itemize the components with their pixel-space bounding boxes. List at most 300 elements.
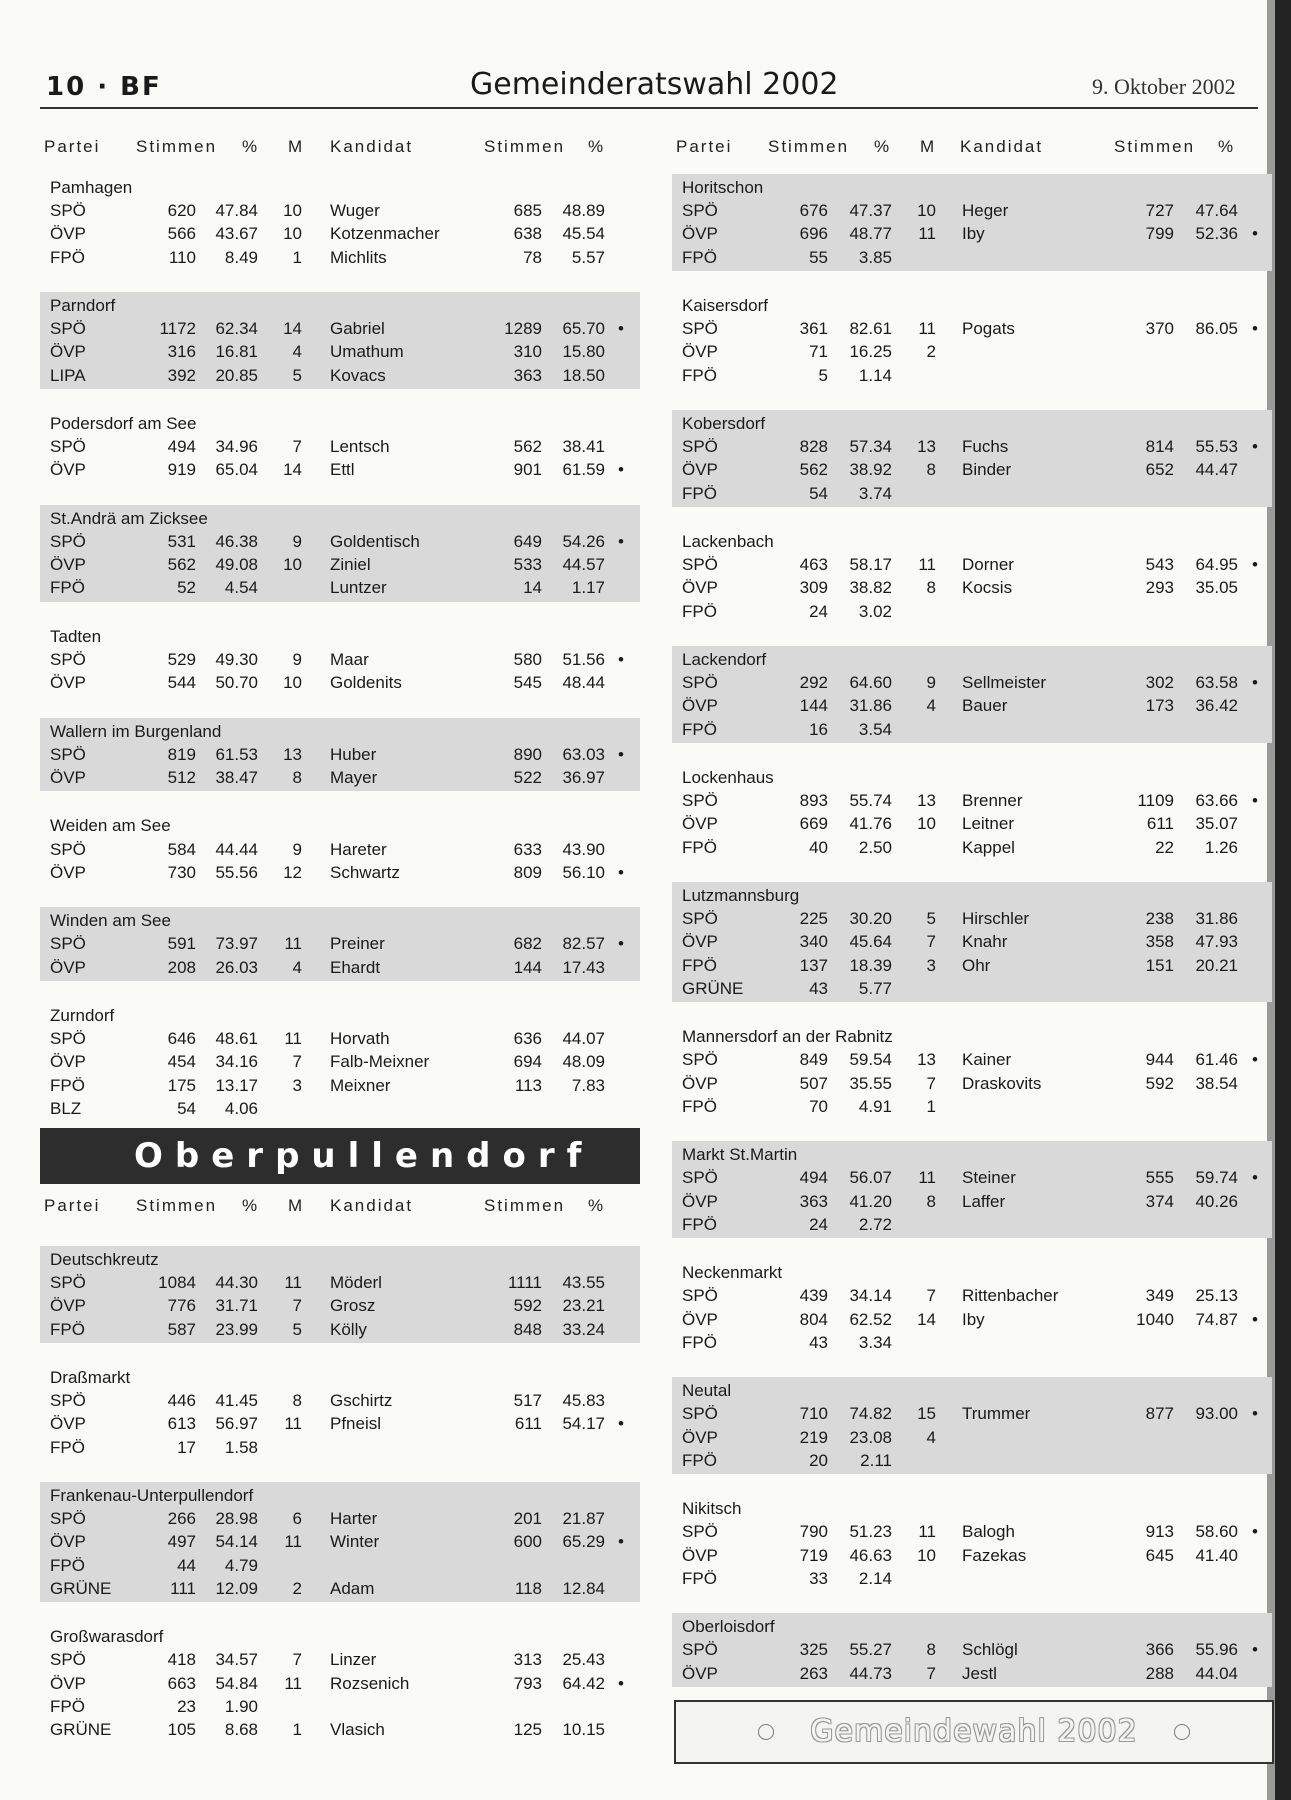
party-votes: 566 (167, 224, 196, 244)
party-name: FPÖ (50, 1555, 85, 1575)
party-percent: 34.57 (215, 1650, 258, 1670)
result-row (40, 671, 640, 694)
candidate-percent: 45.83 (562, 1391, 605, 1411)
party-percent: 61.53 (215, 744, 258, 764)
party-percent: 13.17 (215, 1075, 258, 1095)
candidate-percent: 15.80 (562, 342, 605, 362)
party-votes: 340 (799, 932, 828, 952)
municipality-name: Oberloisdorf (682, 1617, 775, 1637)
party-votes: 893 (799, 791, 828, 811)
mandates: 3 (926, 955, 936, 975)
candidate-votes: 238 (1145, 909, 1174, 929)
mandates: 5 (926, 909, 936, 929)
result-row (672, 1166, 1272, 1189)
candidate-name: Gschirtz (330, 1391, 393, 1411)
candidate-percent: 52.36 (1195, 224, 1238, 244)
party-percent: 4.06 (224, 1098, 258, 1118)
result-row (40, 1027, 640, 1050)
party-percent: 57.34 (849, 437, 892, 457)
party-percent: 49.08 (215, 555, 258, 575)
candidate-name: Goldentisch (330, 532, 420, 551)
party-votes: 776 (167, 1296, 196, 1316)
result-row (40, 553, 640, 576)
mandates: 1 (292, 247, 302, 267)
result-row (40, 1507, 640, 1530)
candidate-name: Ohr (962, 955, 991, 975)
candidate-votes: 682 (513, 934, 542, 954)
col-k-pct: % (588, 137, 606, 156)
party-votes: 584 (167, 839, 196, 859)
party-name: FPÖ (682, 1214, 717, 1234)
candidate-percent: 74.87 (1195, 1309, 1238, 1329)
party-name: SPÖ (682, 1522, 718, 1542)
party-votes: 494 (799, 1168, 828, 1188)
candidate-votes: 293 (1145, 578, 1174, 598)
party-votes: 454 (167, 1052, 196, 1072)
party-votes: 70 (809, 1096, 828, 1116)
result-row (672, 246, 1272, 269)
party-votes: 418 (167, 1650, 196, 1670)
party-name: SPÖ (50, 201, 86, 221)
party-name: FPÖ (682, 1096, 717, 1116)
party-votes: 225 (799, 909, 828, 929)
candidate-name: Hareter (330, 839, 387, 859)
candidate-votes: 144 (513, 957, 542, 977)
party-name: SPÖ (50, 1509, 86, 1529)
party-percent: 45.64 (849, 932, 892, 952)
mandates: 13 (917, 1050, 936, 1070)
result-row (40, 1648, 640, 1671)
party-name: FPÖ (50, 1075, 85, 1095)
mandates: 2 (292, 1578, 302, 1598)
mandates: 9 (292, 532, 302, 551)
candidate-percent: 44.04 (1195, 1663, 1238, 1683)
party-name: FPÖ (682, 1450, 717, 1470)
col-stimmen: Stimmen (136, 1196, 218, 1215)
municipality-name: Winden am See (50, 911, 171, 931)
party-percent: 41.20 (849, 1191, 892, 1211)
party-percent: 54.84 (215, 1673, 258, 1693)
mandates: 13 (917, 791, 936, 811)
party-name: SPÖ (50, 319, 86, 339)
mandates: 4 (292, 342, 302, 362)
party-name: ÖVP (682, 1073, 718, 1093)
candidate-votes: 848 (513, 1319, 542, 1339)
party-votes: 719 (799, 1545, 828, 1565)
party-percent: 43.67 (215, 224, 258, 244)
party-percent: 38.47 (215, 768, 258, 787)
municipality-name: Lutzmannsburg (682, 886, 800, 905)
result-row (672, 1449, 1272, 1472)
party-percent: 20.85 (215, 365, 258, 385)
candidate-votes: 944 (1145, 1050, 1174, 1070)
party-percent: 3.54 (858, 719, 892, 739)
mandates: 11 (918, 1168, 936, 1188)
mandates: 4 (926, 696, 936, 716)
party-name: ÖVP (682, 460, 718, 480)
party-votes: 208 (167, 957, 196, 977)
candidate-name: Falb-Meixner (330, 1052, 430, 1072)
party-votes: 494 (167, 437, 196, 457)
party-votes: 43 (809, 978, 828, 998)
winner-marker: • (618, 1532, 624, 1552)
candidate-votes: 22 (1155, 837, 1174, 857)
candidate-votes: 151 (1145, 955, 1174, 975)
municipality-name: Neckenmarkt (682, 1263, 783, 1283)
candidate-percent: 10.15 (562, 1720, 605, 1739)
candidate-percent: 64.42 (562, 1673, 605, 1693)
result-row (40, 1718, 640, 1741)
candidate-votes: 636 (513, 1029, 542, 1049)
mandates: 14 (283, 319, 302, 339)
candidate-votes: 611 (1146, 814, 1174, 834)
party-name: SPÖ (682, 201, 718, 221)
party-name: ÖVP (682, 1309, 718, 1329)
party-percent: 38.92 (849, 460, 892, 480)
result-row (672, 1095, 1272, 1118)
municipality-name: Nikitsch (682, 1499, 742, 1519)
result-row (672, 458, 1272, 481)
column-header-left (40, 137, 640, 159)
candidate-percent: 44.07 (562, 1029, 605, 1049)
party-votes: 309 (799, 578, 828, 598)
party-votes: 54 (177, 1098, 196, 1118)
result-row (672, 1520, 1272, 1543)
candidate-name: Bauer (962, 696, 1008, 716)
party-name: SPÖ (682, 1404, 718, 1424)
mandates: 7 (292, 1052, 302, 1072)
result-row (40, 956, 640, 979)
candidate-percent: 35.07 (1195, 814, 1238, 834)
candidate-votes: 302 (1145, 673, 1174, 693)
candidate-name: Fuchs (962, 437, 1009, 457)
result-row (40, 1436, 640, 1459)
party-percent: 58.17 (849, 555, 892, 575)
result-row (40, 530, 640, 553)
winner-marker: • (618, 934, 624, 954)
col-kandidat: Kandidat (330, 1196, 414, 1215)
party-name: ÖVP (682, 1545, 718, 1565)
candidate-votes: 201 (513, 1509, 542, 1529)
party-percent: 47.37 (849, 201, 892, 221)
mandates: 7 (926, 1286, 936, 1306)
party-votes: 790 (799, 1522, 828, 1542)
candidate-votes: 793 (513, 1673, 542, 1693)
candidate-votes: 14 (523, 578, 542, 598)
party-name: SPÖ (682, 791, 718, 811)
party-percent: 44.73 (849, 1663, 892, 1683)
party-percent: 16.81 (215, 342, 258, 362)
candidate-name: Draskovits (962, 1073, 1042, 1093)
party-votes: 587 (167, 1319, 196, 1339)
mandates: 15 (917, 1404, 936, 1424)
candidate-votes: 310 (513, 342, 542, 362)
mandates: 11 (918, 319, 936, 339)
party-votes: 361 (799, 319, 828, 339)
candidate-votes: 649 (513, 532, 542, 551)
party-name: ÖVP (50, 957, 86, 977)
party-votes: 5 (818, 365, 828, 385)
party-name: SPÖ (50, 744, 86, 764)
candidate-percent: 64.95 (1195, 555, 1238, 575)
candidate-votes: 799 (1145, 224, 1174, 244)
party-votes: 730 (167, 862, 196, 882)
candidate-votes: 580 (513, 650, 542, 669)
candidate-votes: 877 (1145, 1404, 1174, 1424)
mandates: 11 (918, 555, 936, 575)
winner-marker: • (1252, 224, 1258, 244)
municipality-name: Horitschon (682, 178, 764, 197)
candidate-percent: 86.05 (1195, 319, 1238, 339)
party-percent: 12.09 (215, 1578, 258, 1598)
party-percent: 64.60 (849, 673, 892, 693)
candidate-name: Ettl (330, 460, 355, 480)
municipality-name: Lackendorf (682, 650, 767, 669)
municipality-name: Pamhagen (50, 178, 133, 197)
mandates: 5 (292, 1319, 302, 1339)
party-name: ÖVP (50, 342, 86, 362)
candidate-votes: 638 (513, 224, 542, 244)
candidate-percent: 44.47 (1195, 460, 1238, 480)
candidate-name: Lentsch (330, 437, 390, 457)
candidate-name: Hirschler (962, 909, 1030, 929)
result-row (40, 317, 640, 340)
mandates: 7 (926, 1663, 936, 1683)
result-row (672, 1402, 1272, 1425)
winner-marker: • (618, 532, 624, 551)
party-percent: 30.20 (849, 909, 892, 929)
candidate-percent: 63.03 (562, 744, 605, 764)
party-votes: 446 (167, 1391, 196, 1411)
party-votes: 52 (177, 578, 196, 598)
party-percent: 73.97 (215, 934, 258, 954)
party-percent: 2.11 (860, 1450, 892, 1470)
result-row (672, 199, 1272, 222)
party-percent: 1.14 (858, 365, 892, 385)
mandates: 5 (292, 365, 302, 385)
candidate-percent: 18.50 (562, 365, 605, 385)
party-percent: 8.68 (224, 1720, 258, 1739)
party-percent: 46.38 (215, 532, 258, 551)
candidate-percent: 40.26 (1195, 1191, 1238, 1211)
mandates: 1 (292, 1720, 302, 1739)
party-votes: 16 (809, 719, 828, 739)
winner-marker: • (618, 862, 624, 882)
candidate-name: Gabriel (330, 319, 385, 339)
result-row (40, 199, 640, 222)
page-date: 9. Oktober 2002 (1092, 74, 1236, 99)
party-name: FPÖ (682, 1568, 717, 1588)
candidate-votes: 363 (513, 365, 542, 385)
candidate-votes: 313 (513, 1650, 542, 1670)
result-row (672, 1331, 1272, 1354)
result-row (672, 907, 1272, 930)
party-name: SPÖ (50, 437, 86, 457)
candidate-votes: 562 (513, 437, 542, 457)
party-name: ÖVP (682, 932, 718, 952)
candidate-votes: 543 (1145, 555, 1174, 575)
mandates: 10 (283, 224, 302, 244)
candidate-name: Goldenits (330, 673, 402, 693)
mandates: 14 (917, 1309, 936, 1329)
col-pct: % (874, 137, 892, 156)
col-kandidat: Kandidat (960, 137, 1044, 156)
candidate-name: Kainer (962, 1050, 1012, 1070)
party-name: ÖVP (50, 1414, 86, 1434)
party-votes: 507 (799, 1073, 828, 1093)
party-votes: 316 (167, 342, 196, 362)
result-row (40, 435, 640, 458)
party-percent: 44.44 (215, 839, 258, 859)
candidate-percent: 63.66 (1195, 791, 1238, 811)
party-votes: 1172 (159, 319, 196, 339)
candidate-name: Kotzenmacher (330, 224, 440, 244)
party-votes: 676 (799, 201, 828, 221)
result-row (40, 458, 640, 481)
candidate-name: Iby (962, 1309, 985, 1329)
result-row (40, 364, 640, 387)
municipality-name: Tadten (50, 626, 102, 646)
municipality-name: Lackenbach (682, 532, 774, 551)
party-percent: 65.04 (215, 460, 258, 480)
party-percent: 4.79 (224, 1555, 258, 1575)
party-name: SPÖ (682, 1640, 718, 1660)
party-percent: 47.84 (215, 201, 258, 221)
party-votes: 111 (170, 1578, 196, 1598)
mandates: 10 (283, 555, 302, 575)
candidate-votes: 173 (1145, 696, 1174, 716)
party-votes: 55 (809, 247, 828, 267)
result-row (40, 1318, 640, 1341)
party-name: FPÖ (50, 1437, 85, 1457)
municipality-name: Kaisersdorf (682, 296, 768, 315)
candidate-percent: 47.93 (1195, 932, 1238, 952)
candidate-name: Schlögl (962, 1640, 1018, 1660)
candidate-votes: 890 (513, 744, 542, 764)
party-votes: 1084 (158, 1273, 196, 1293)
candidate-percent: 54.17 (562, 1414, 605, 1434)
result-row (40, 648, 640, 671)
result-row (672, 694, 1272, 717)
result-row (672, 553, 1272, 576)
party-votes: 562 (167, 555, 196, 575)
candidate-percent: 36.97 (562, 768, 605, 787)
winner-marker: • (618, 650, 624, 669)
party-votes: 175 (167, 1075, 196, 1095)
candidate-percent: 55.96 (1195, 1640, 1238, 1660)
result-row (672, 1213, 1272, 1236)
candidate-name: Möderl (330, 1273, 382, 1293)
candidate-name: Kappel (962, 837, 1015, 857)
footer-dot-right (1174, 1724, 1190, 1740)
candidate-name: Binder (962, 460, 1012, 480)
party-name: SPÖ (682, 1050, 718, 1070)
col-pct: % (242, 1196, 260, 1215)
mandates: 10 (917, 814, 936, 834)
candidate-name: Grosz (330, 1296, 376, 1316)
footer-title: Gemeindewahl 2002 (810, 1714, 1138, 1749)
col-mandate: M (288, 1196, 305, 1215)
page-label: 10 · BF (46, 72, 162, 102)
candidate-percent: 58.60 (1195, 1522, 1238, 1542)
candidate-percent: 45.54 (562, 224, 605, 244)
candidate-name: Ehardt (330, 957, 381, 977)
result-row (40, 861, 640, 884)
party-name: ÖVP (50, 1532, 86, 1552)
candidate-name: Horvath (330, 1029, 390, 1049)
party-name: SPÖ (50, 839, 86, 859)
result-row (40, 1050, 640, 1073)
mandates: 11 (284, 1532, 302, 1552)
candidate-name: Harter (330, 1509, 378, 1529)
party-percent: 4.54 (224, 578, 258, 598)
result-row (672, 1308, 1272, 1331)
party-percent: 18.39 (849, 955, 892, 975)
party-votes: 529 (167, 650, 196, 669)
party-name: ÖVP (50, 673, 86, 693)
winner-marker: • (618, 1673, 624, 1693)
party-percent: 55.27 (849, 1640, 892, 1660)
candidate-votes: 358 (1145, 932, 1174, 952)
party-name: ÖVP (682, 1427, 718, 1447)
party-percent: 62.34 (215, 319, 258, 339)
party-percent: 56.07 (849, 1168, 892, 1188)
party-name: SPÖ (50, 650, 86, 669)
party-name: SPÖ (682, 909, 718, 929)
party-percent: 1.90 (224, 1696, 258, 1716)
mandates: 2 (926, 342, 936, 362)
candidate-name: Jestl (962, 1663, 997, 1683)
party-name: SPÖ (50, 1650, 86, 1670)
candidate-name: Luntzer (330, 578, 387, 598)
municipality-name: Wallern im Burgenland (50, 721, 222, 741)
party-name: ÖVP (682, 224, 718, 244)
municipality-name: Parndorf (50, 296, 116, 315)
mandates: 4 (926, 1427, 936, 1447)
candidate-name: Linzer (330, 1650, 377, 1670)
winner-marker: • (1252, 1640, 1258, 1660)
party-name: ÖVP (682, 578, 718, 598)
party-percent: 41.76 (849, 814, 892, 834)
result-row (672, 1426, 1272, 1449)
result-row (40, 1294, 640, 1317)
party-votes: 531 (167, 532, 196, 551)
winner-marker: • (1252, 1168, 1258, 1188)
party-name: ÖVP (50, 224, 86, 244)
party-name: ÖVP (682, 342, 718, 362)
result-row (672, 482, 1272, 505)
district-banner: Oberpullendorf (40, 1128, 640, 1184)
party-name: SPÖ (682, 673, 718, 693)
party-name: FPÖ (50, 1696, 85, 1716)
candidate-percent: 61.59 (562, 460, 605, 480)
result-row (672, 977, 1272, 1000)
party-name: LIPA (50, 365, 86, 385)
col-partei: Partei (44, 137, 101, 156)
party-votes: 804 (799, 1309, 828, 1329)
candidate-name: Rozsenich (330, 1673, 410, 1693)
mandates: 8 (292, 768, 302, 787)
mandates: 7 (292, 1296, 302, 1316)
party-percent: 55.74 (849, 791, 892, 811)
candidate-percent: 65.29 (562, 1532, 605, 1552)
result-row (40, 1672, 640, 1695)
candidate-votes: 727 (1145, 201, 1174, 221)
candidate-name: Schwartz (330, 862, 400, 882)
candidate-name: Kovacs (330, 365, 386, 385)
party-name: GRÜNE (50, 1578, 112, 1598)
result-row (672, 1662, 1272, 1685)
